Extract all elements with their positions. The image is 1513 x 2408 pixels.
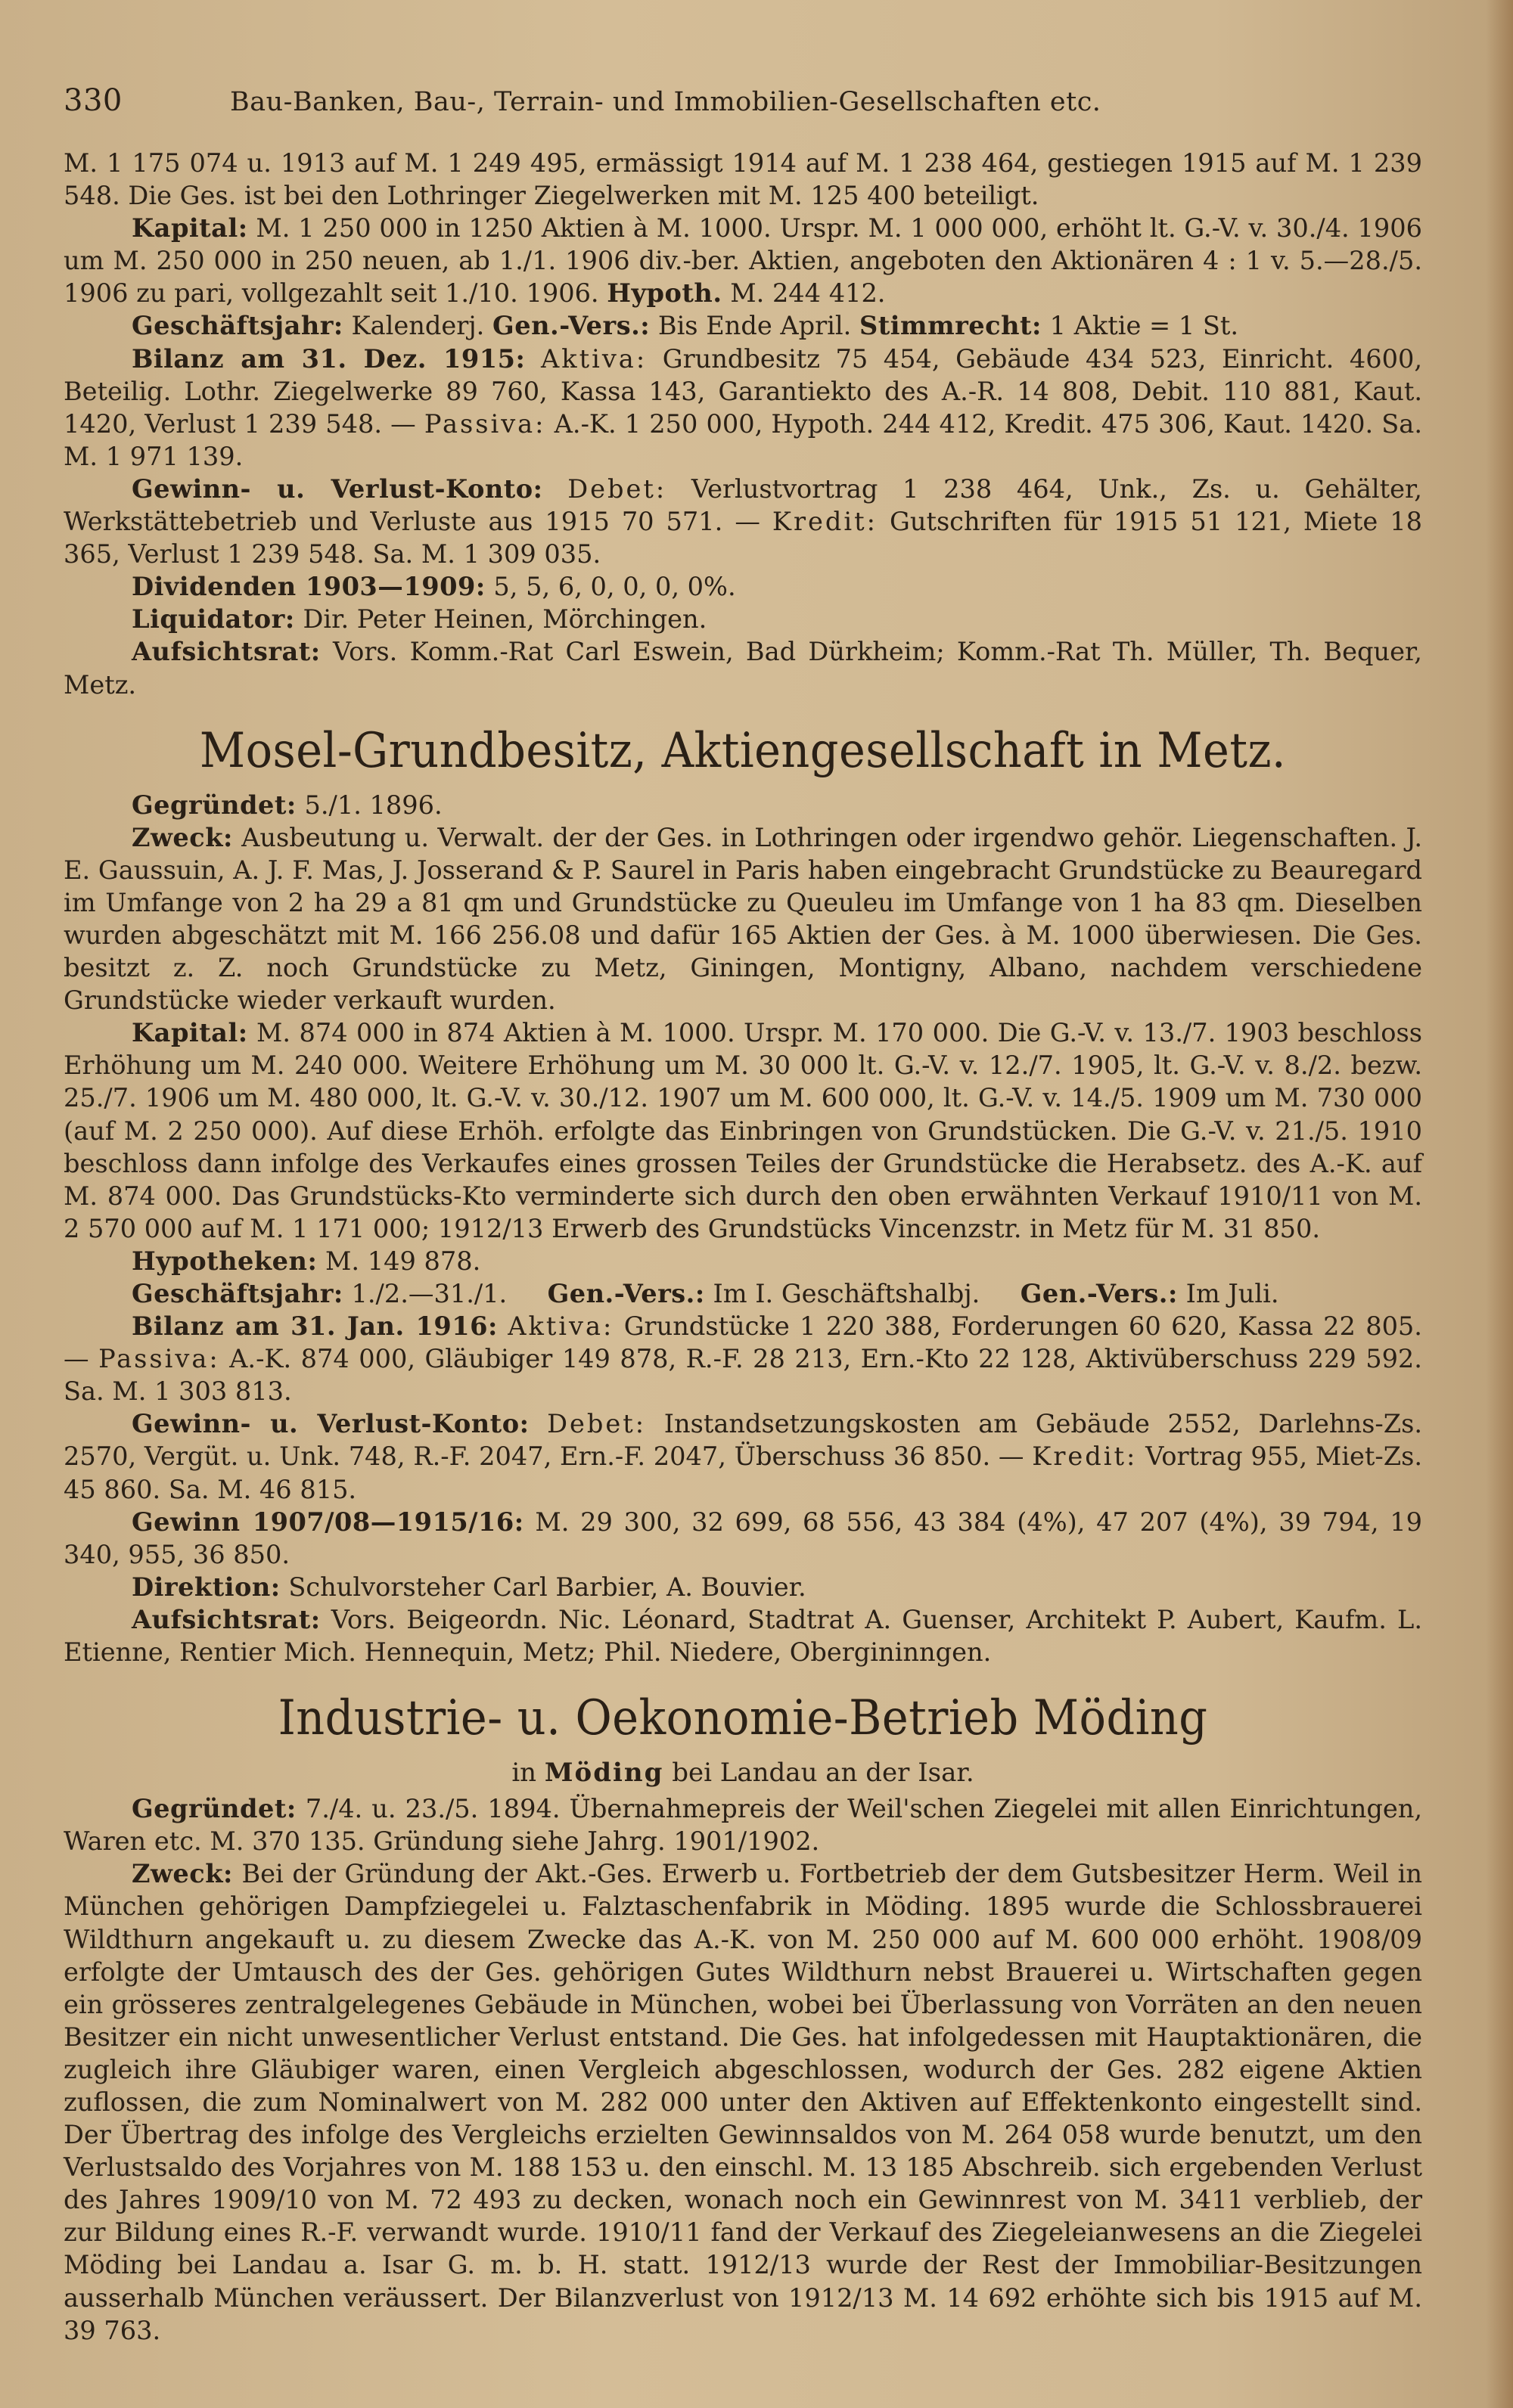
mosel-gewinn — [64, 1506, 1422, 1571]
ar-text: Vors. Komm.-Rat Carl Eswein, Bad Dürkheim; Komm.-Rat Th. Müller, Th. Bequer, Metz. — [64, 637, 1422, 700]
mosel-gj-text: 1./2.—31./1. — [351, 1279, 508, 1308]
guv-label: Gewinn- u. Verlust-Konto: — [132, 473, 543, 504]
mosel-guv — [64, 1407, 1422, 1505]
running-header — [64, 83, 1422, 147]
mosel-dir-label: Direktion: — [132, 1571, 281, 1602]
mosel-debet-label: Debet: — [547, 1409, 647, 1439]
mosel-ar-text: Vors. Beigeordn. Nic. Léonard, Stadtrat A. Guenser, Architekt P. Aubert, Kaufm. L. Etienne, Rentier Mich. Hennequin, Metz; Phil. Niedere, Obergininngen. — [64, 1604, 1422, 1668]
mosel-gewinn-label: Gewinn 1907/08—1915/16: — [132, 1506, 524, 1537]
debet-text: Verlustvortrag 1 238 464, Unk., Zs. u. Gehälter, Werkstättebetrieb und Verluste aus 1915 70 571. — — [64, 473, 1422, 537]
page-number: 330 — [64, 83, 123, 118]
mosel-hypotheken — [64, 1245, 1422, 1277]
mosel-passiva-label: Passiva: — [98, 1344, 220, 1374]
hypoth-text: M. 244 412. — [730, 278, 886, 309]
mosel-guv-label: Gewinn- u. Verlust-Konto: — [132, 1408, 530, 1439]
kapital-text: M. 1 250 000 in 1250 Aktien à M. 1000. Urspr. M. 1 000 000, erhöht lt. G.-V. v. 30./4. 1906 um M. 250 000 in 250 neuen, ab 1./1. 1906 div.-ber. Aktien, angeboten den Aktionären 4 : 1 v. 5.—28./5. 1906 zu pari, vollgezahlt seit 1./10. 1906. — [64, 213, 1422, 309]
mosel-gegr-label: Gegründet: — [132, 789, 297, 820]
moeding-gegr-text: 7./4. u. 23./5. 1894. Übernahmepreis der Weil'schen Ziegelei mit allen Einrichtungen, Waren etc. M. 370 135. Gründung siehe Jahrg. 1901/1902. — [64, 1794, 1422, 1857]
section-mosel — [64, 721, 1422, 1669]
kredit-text: Gutschriften für 1915 51 121, Miete 18 365, Verlust 1 239 548. Sa. M. 1 309 035. — [64, 507, 1422, 569]
mosel-kapital-text: M. 874 000 in 874 Aktien à M. 1000. Urspr. M. 170 000. Die G.-V. v. 13./7. 1903 beschloss Erhöhung um M. 240 000. Weitere Erhöhung um M. 30 000 lt. G.-V. v. 12./7. 1905, lt. G.-V. v. 8./2. bezw. 25./7. 1906 um M. 480 000, lt. G.-V. v. 30./12. 1907 um M. 600 000, lt. G.-V. v. 14./5. 1909 um M. 730 000 (auf M. 2 250 000). Auf diese Erhöh. erfolgte das Einbringen von Grundstücken. Die G.-V. v. 21./5. 1910 beschloss dann infolge des Verkaufes eines grossen Teiles der Grundstücke die Herabsetz. des A.-K. auf M. 874 000. Das Grundstücks-Kto verminderte sich durch den oben erwähnten Verkauf 1910/11 von M. 2 570 000 auf M. 1 171 000; 1912/13 Erwerb des Grundstücks Vincenzstr. in Metz für M. 31 850. — [64, 1018, 1422, 1243]
passiva-text: A.-K. 1 250 000, Hypoth. 244 412, Kredit. 475 306, Kaut. 1420. Sa. M. 1 971 139. — [64, 408, 1422, 471]
bilanz-label: Bilanz am 31. Dez. 1915: — [132, 343, 526, 374]
moeding-title: Industrie- u. Oekonomie-Betrieb Möding — [278, 1690, 1208, 1747]
mosel-gv2-label: Gen.-Vers.: — [1020, 1278, 1178, 1308]
kredit-label: Kredit: — [772, 507, 878, 537]
mosel-gegruendet — [64, 789, 1422, 821]
gj-label: Geschäftsjahr: — [132, 310, 343, 341]
kapital-paragraph — [64, 212, 1422, 309]
moeding-subtitle — [64, 1756, 1422, 1789]
moeding-sub-pre: in — [511, 1758, 537, 1789]
moeding-sub-place: Möding — [544, 1758, 664, 1789]
passiva-label: Passiva: — [424, 408, 546, 439]
mosel-dir-text: Schulvorsteher Carl Barbier, A. Bouvier. — [288, 1572, 806, 1602]
mosel-geschaeftsjahr — [64, 1277, 1422, 1310]
liq-label: Liquidator: — [132, 604, 295, 635]
mosel-gv1-label: Gen.-Vers.: — [547, 1278, 705, 1308]
mosel-kredit-label: Kredit: — [1032, 1441, 1138, 1472]
mosel-gegr-text: 5./1. 1896. — [304, 790, 443, 820]
kapital-label: Kapital: — [132, 213, 248, 244]
liq-text: Dir. Peter Heinen, Mörchingen. — [303, 604, 707, 635]
hypoth-label: Hypoth. — [607, 278, 722, 309]
debet-label: Debet: — [567, 473, 667, 504]
mosel-zweck-text: Ausbeutung u. Verwalt. der der Ges. in Lothringen oder irgendwo gehör. Liegenschaften. J. E. Gaussuin, A. J. F. Mas, J. Josserand & P. Saurel in Paris haben eingebracht Grundstücke zu Beauregard im Umfange von 2 ha 29 a 81 qm und Grundstücke zu Queuleu im Umfange von 1 ha 83 qm. Dieselben wurden abgeschätzt mit M. 166 256.08 und dafür 165 Aktien der Ges. à M. 1000 überwiesen. Die Ges. besitzt z. Z. noch Grundstücke zu Metz, Giningen, Montigny, Albano, nachdem verschiedene Grundstücke wieder verkauft wurden. — [64, 822, 1422, 1016]
mosel-title: Mosel-Grundbesitz, Aktiengesellschaft in Metz. — [199, 722, 1287, 779]
moeding-zweck — [64, 1857, 1422, 2346]
bilanz-paragraph — [64, 343, 1422, 473]
mosel-kapital — [64, 1016, 1422, 1245]
mosel-aufsichtsrat — [64, 1603, 1422, 1668]
mosel-aktiva-label: Aktiva: — [508, 1311, 614, 1342]
mosel-zweck-label: Zweck: — [132, 821, 233, 852]
running-title: Bau-Banken, Bau-, Terrain- und Immobilien-Gesellschaften etc. — [230, 87, 1101, 117]
section-continued — [64, 147, 1422, 701]
aktiva-text: Grundbesitz 75 454, Gebäude 434 523, Einricht. 4600, Beteilig. Lothr. Ziegelwerke 89 760, Kassa 143, Garantiekto des A.-R. 14 808, Debit. 110 881, Kaut. 1420, Verlust 1 239 548. — — [64, 343, 1423, 439]
div-text: 5, 5, 6, 0, 0, 0, 0%. — [493, 572, 736, 602]
mosel-gewinn-text: M. 29 300, 32 699, 68 556, 43 384 (4%), 47 207 (4%), 39 794, 19 340, 955, 36 850. — [64, 1507, 1422, 1569]
mosel-gv1-text: Im I. Geschäftshalbj. — [713, 1279, 980, 1308]
gv-label: Gen.-Vers.: — [492, 310, 651, 341]
page-edge-shadow — [1486, 0, 1513, 2408]
mosel-kapital-label: Kapital: — [132, 1017, 248, 1048]
mosel-aktiva-text: Grundstücke 1 220 388, Forderungen 60 620, Kassa 22 805. — — [64, 1311, 1422, 1374]
gj-text: Kalenderj. — [351, 311, 485, 341]
moeding-gegr-label: Gegründet: — [132, 1793, 297, 1824]
stimm-text: 1 Aktie = 1 St. — [1049, 311, 1239, 341]
mosel-passiva-text: A.-K. 874 000, Gläubiger 149 878, R.-F. 28 213, Ern.-Kto 22 128, Aktivüberschuss 229 592. Sa. M. 1 303 813. — [64, 1344, 1422, 1407]
mosel-bilanz-label: Bilanz am 31. Jan. 1916: — [132, 1311, 498, 1342]
moeding-gegruendet — [64, 1792, 1422, 1857]
stimm-label: Stimmrecht: — [859, 310, 1042, 341]
aufsichtsrat-paragraph — [64, 635, 1422, 700]
section-moeding — [64, 1688, 1422, 2347]
mosel-direktion — [64, 1571, 1422, 1603]
mosel-hyp-text: M. 149 878. — [325, 1246, 481, 1276]
mosel-hyp-label: Hypotheken: — [132, 1245, 318, 1276]
mosel-gj-label: Geschäftsjahr: — [132, 1278, 343, 1308]
mosel-kredit-text: Vortrag 955, Miet-Zs. 45 860. Sa. M. 46 815. — [64, 1441, 1422, 1504]
intro-paragraph: M. 1 175 074 u. 1913 auf M. 1 249 495, ermässigt 1914 auf M. 1 238 464, gestiegen 1915 auf M. 1 239 548. Die Ges. ist bei den Lothringer Ziegelwerken mit M. 125 400 beteiligt. — [64, 148, 1422, 211]
mosel-gv2-text: Im Juli. — [1185, 1279, 1279, 1308]
aktiva-label: Aktiva: — [541, 343, 648, 374]
div-label: Dividenden 1903—1909: — [132, 571, 486, 602]
geschaeftsjahr-paragraph — [64, 309, 1422, 342]
mosel-zweck — [64, 821, 1422, 1017]
moeding-zweck-label: Zweck: — [132, 1858, 233, 1889]
ar-label: Aufsichtsrat: — [132, 636, 321, 667]
mosel-ar-label: Aufsichtsrat: — [132, 1603, 321, 1634]
gv-text: Bis Ende April. — [657, 311, 852, 341]
mosel-bilanz — [64, 1310, 1422, 1407]
dividenden-paragraph — [64, 570, 1422, 603]
moeding-zweck-text: Bei der Gründung der Akt.-Ges. Erwerb u. Fortbetrieb der dem Gutsbesitzer Herm. Weil in München gehörigen Dampfziegelei u. Falztaschenfabrik in Möding. 1895 wurde die Schlossbrauerei Wildthurn angekauft u. zu diesem Zwecke das A.-K. von M. 250 000 auf M. 600 000 erhöht. 1908/09 erfolgte der Umtausch des der Ges. gehörigen Gutes Wildthurn nebst Brauerei u. Wirtschaften gegen ein grösseres zentralgelegenes Gebäude in München, wobei bei Überlassung von Vorräten an den neuen Besitzer ein nicht unwesentlicher Verlust entstand. Die Ges. hat infolgedessen mit Hauptaktionären, die zugleich ihre Gläubiger waren, einen Vergleich abgeschlossen, wodurch der Ges. 282 eigene Aktien zuflossen, die zum Nominalwert von M. 282 000 unter den Aktiven auf Effektenkonto eingestellt sind. Der Übertrag des infolge des Vergleichs erzielten Gewinnsaldos von M. 264 058 wurde benutzt, um den Verlustsaldo des Vorjahres von M. 188 153 u. den einschl. M. 13 185 Abschreib. sich ergebenden Verlust des Jahres 1909/10 von M. 72 493 zu decken, wonach noch ein Gewinnrest von M. 3411 verblieb, der zur Bildung eines R.-F. verwandt wurde. 1910/11 fand der Verkauf des Ziegeleianwesens an die Ziegelei Möding bei Landau a. Isar G. m. b. H. statt. 1912/13 wurde der Rest der Immobiliar-Besitzungen ausserhalb München veräussert. Der Bilanzverlust von 1912/13 M. 14 692 erhöhte sich bis 1915 auf M. 39 763. — [64, 1859, 1422, 2345]
moeding-sub-post: bei Landau an der Isar. — [672, 1758, 974, 1789]
mosel-debet-text: Instandsetzungskosten am Gebäude 2552, Darlehns-Zs. 2570, Vergüt. u. Unk. 748, R.-F. 2047, Ern.-F. 2047, Überschuss 36 850. — — [64, 1409, 1422, 1472]
guv-paragraph — [64, 473, 1422, 570]
liquidator-paragraph — [64, 603, 1422, 635]
